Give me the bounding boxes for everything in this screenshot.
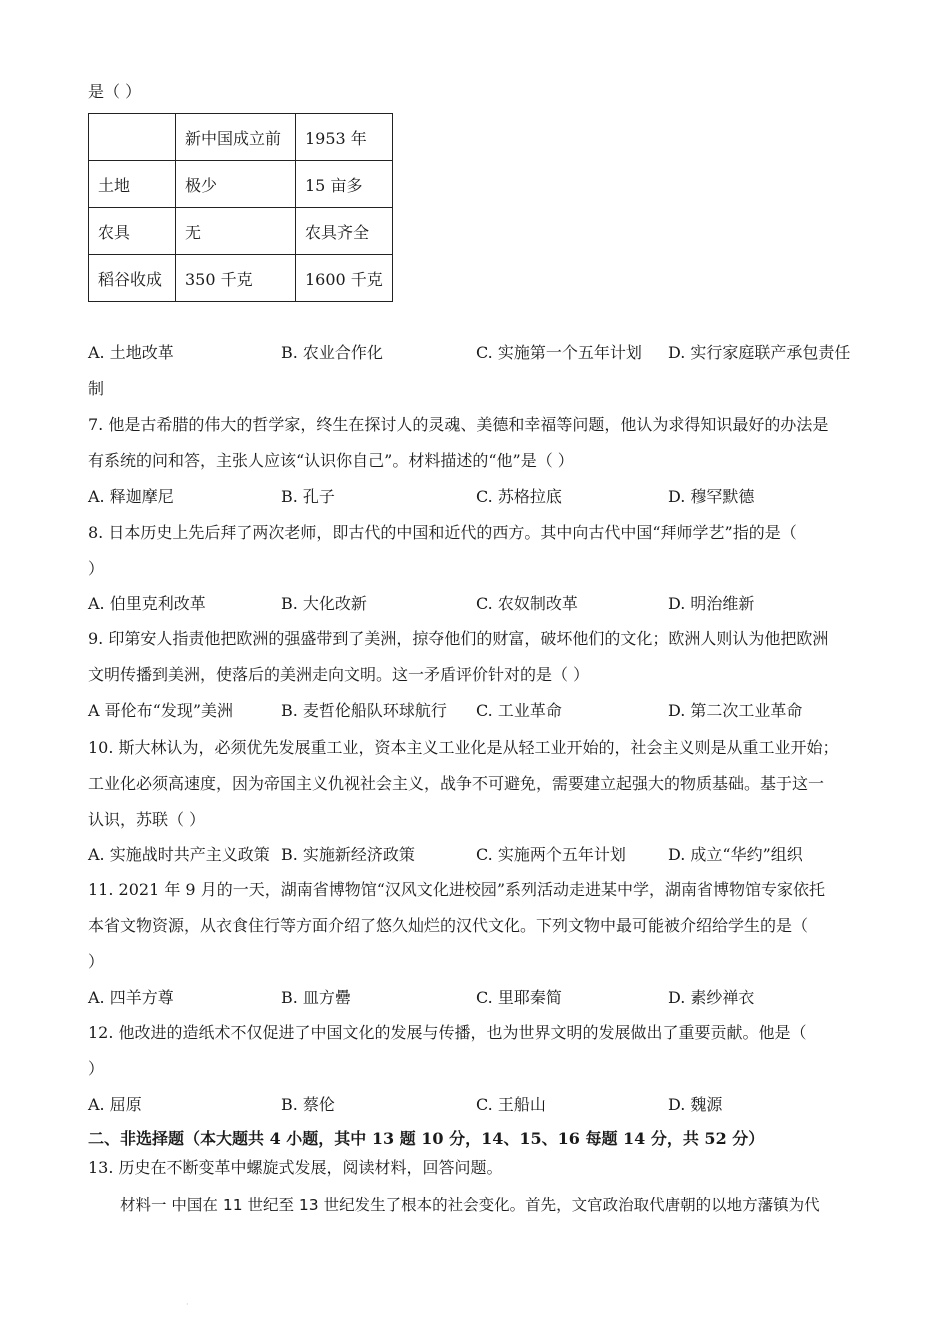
option-a: A. 释迦摩尼 [88,487,174,506]
question-6-options [88,342,878,364]
option-a: A. 屈原 [88,1095,142,1114]
question-12-line-1: 12. 他改进的造纸术不仅促进了中国文化的发展与传播，也为世界文明的发展做出了重要贡献。他是（ [88,1023,807,1042]
question-10-line-2: 工业化必须高速度，因为帝国主义仇视社会主义，战争不可避免，需要建立起强大的物质基础。基于这一 [88,774,825,793]
table-cell [89,114,176,161]
option-d: D. 明治维新 [668,594,755,613]
option-b: B. 皿方罍 [281,988,351,1007]
option-b: B. 大化改新 [281,594,367,613]
option-c: C. 工业革命 [476,701,562,720]
option-c: C. 实施第一个五年计划 [476,343,642,362]
question-9-line-2: 文明传播到美洲，使落后的美洲走向文明。这一矛盾评价针对的是（ ） [88,665,590,684]
option-d: D. 素纱禅衣 [668,988,755,1007]
question-10-options [88,844,878,866]
table-cell: 无 [176,208,296,255]
table-header-row [89,114,393,161]
question-9-options [88,700,878,722]
question-11-line-2: 本省文物资源，从衣食住行等方面介绍了悠久灿烂的汉代文化。下列文物中最可能被介绍给学生的是（ [88,916,809,935]
question-11-line-1: 11. 2021 年 9 月的一天，湖南省博物馆“汉风文化进校园”系列活动走进某中学，湖南省博物馆专家依托 [88,880,826,899]
option-b: B. 蔡伦 [281,1095,335,1114]
table-cell: 1600 千克 [296,255,393,302]
option-a: A. 实施战时共产主义政策 [88,845,270,864]
question-11-options [88,987,878,1009]
question-10-line-3: 认识，苏联（ ） [88,810,206,829]
table-cell: 极少 [176,161,296,208]
question-7-line-1: 7. 他是古希腊的伟大的哲学家，终生在探讨人的灵魂、美德和幸福等问题，他认为求得知识最好的办法是 [88,415,829,434]
option-b: B. 实施新经济政策 [281,845,415,864]
option-d: D. 成立“华约”组织 [668,845,803,864]
option-d-wrap: 制 [88,379,105,398]
question-8-line-2: ） [88,559,105,578]
option-a: A 哥伦布“发现”美洲 [88,701,234,720]
option-c: C. 实施两个五年计划 [476,845,626,864]
question-8-options [88,593,878,615]
table-row [89,208,393,255]
question-8-line-1: 8. 日本历史上先后拜了两次老师，即古代的中国和近代的西方。其中向古代中国“拜师学艺”指的是（ [88,523,797,542]
table-cell: 土地 [89,161,176,208]
option-b: B. 农业合作化 [281,343,383,362]
table-cell: 新中国成立前 [176,114,296,161]
question-6-tail: 是（ ） [88,82,142,101]
table-cell: 15 亩多 [296,161,393,208]
option-a: A. 伯里克利改革 [88,594,206,613]
option-c: C. 苏格拉底 [476,487,562,506]
table-cell: 350 千克 [176,255,296,302]
option-d: D. 穆罕默德 [668,487,755,506]
question-7-options [88,486,878,508]
option-c: C. 王船山 [476,1095,546,1114]
option-a: A. 土地改革 [88,343,174,362]
option-d: D. 第二次工业革命 [668,701,803,720]
table-cell: 农具齐全 [296,208,393,255]
table-cell: 稻谷收成 [89,255,176,302]
table-cell: 农具 [89,208,176,255]
question-10-line-1: 10. 斯大林认为，必须优先发展重工业，资本主义工业化是从轻工业开始的，社会主义则是从重工业开始； [88,738,839,757]
question-12-line-2: ） [88,1059,105,1078]
option-b: B. 麦哲伦船队环球航行 [281,701,447,720]
section-title: 二、非选择题（本大题共 4 小题，其中 13 题 10 分，14、15、16 每题 14 分，共 52 分） [88,1129,765,1148]
option-a: A. 四羊方尊 [88,988,174,1007]
option-c: C. 农奴制改革 [476,594,578,613]
comparison-table [88,113,393,302]
question-7-line-2: 有系统的问和答，主张人应该“认识你自己”。材料描述的“他”是（ ） [88,451,574,470]
option-b: B. 孔子 [281,487,335,506]
option-d: D. 魏源 [668,1095,723,1114]
table-cell: 1953 年 [296,114,393,161]
option-d: D. 实行家庭联产承包责任 [668,343,851,362]
question-12-options [88,1094,878,1116]
table-row [89,255,393,302]
question-9-line-1: 9. 印第安人指责他把欧洲的强盛带到了美洲，掠夺他们的财富，破坏他们的文化；欧洲人则认为他把欧洲 [88,629,829,648]
option-c: C. 里耶秦简 [476,988,562,1007]
material-1: 材料一 中国在 11 世纪至 13 世纪发生了根本的社会变化。首先，文官政治取代唐朝的以地方藩镇为代 [120,1196,820,1214]
table-row [89,161,393,208]
question-11-line-3: ） [88,952,105,971]
question-13-stem: 13. 历史在不断变革中螺旋式发展，阅读材料，回答问题。 [88,1158,503,1177]
scan-artifact: · [186,1300,189,1309]
